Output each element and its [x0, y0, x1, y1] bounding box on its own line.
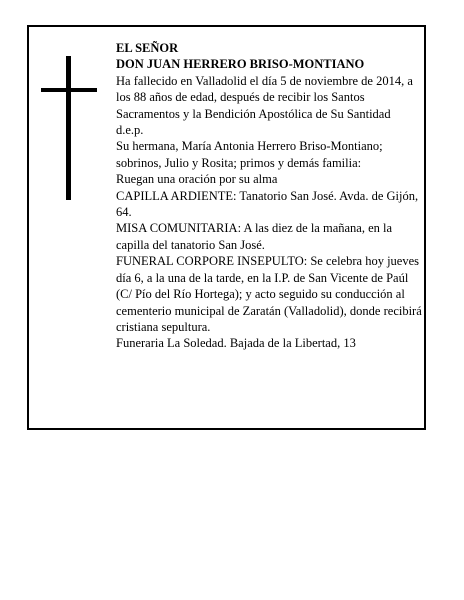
- chapel-info: CAPILLA ARDIENTE: Tanatorio San José. Avda. de Gijón, 64.: [116, 188, 419, 220]
- dep-abbreviation: d.e.p.: [116, 123, 144, 138]
- funeral-info: FUNERAL CORPORE INSEPULTO: Se celebra hoy jueves día 6, a la una de la tarde, en la I.P. de San Vicente de Paúl (C/ Pío del Río Hortega); y acto seguido su conducción al cementerio municipal de Zaratán (Valladolid), donde recibirá cristiana sepultura.: [116, 254, 422, 334]
- cross-horizontal-bar: [41, 88, 97, 92]
- notice-title: EL SEÑOR: [116, 41, 179, 55]
- cross-vertical-bar: [66, 56, 71, 200]
- notice-text: [116, 40, 422, 352]
- latin-cross-icon: [41, 56, 97, 200]
- death-announcement: Ha fallecido en Valladolid el día 5 de noviembre de 2014, a los 88 años de edad, después de recibir los Santos Sacramentos y la Bendición Apostólica de Su Santidad: [116, 73, 413, 121]
- family-mourners: Su hermana, María Antonia Herrero Briso-Montiano; sobrinos, Julio y Rosita; primos y demás familia:: [116, 139, 383, 170]
- mass-info: MISA COMUNITARIA: A las diez de la mañana, en la capilla del tanatorio San José.: [116, 221, 393, 252]
- prayer-request: Ruegan una oración por su alma: [116, 172, 278, 187]
- deceased-name: DON JUAN HERRERO BRISO-MONTIANO: [116, 57, 365, 72]
- funeral-home-info: Funeraria La Soledad. Bajada de la Libertad, 13: [116, 336, 356, 351]
- obituary-notice: [27, 25, 426, 430]
